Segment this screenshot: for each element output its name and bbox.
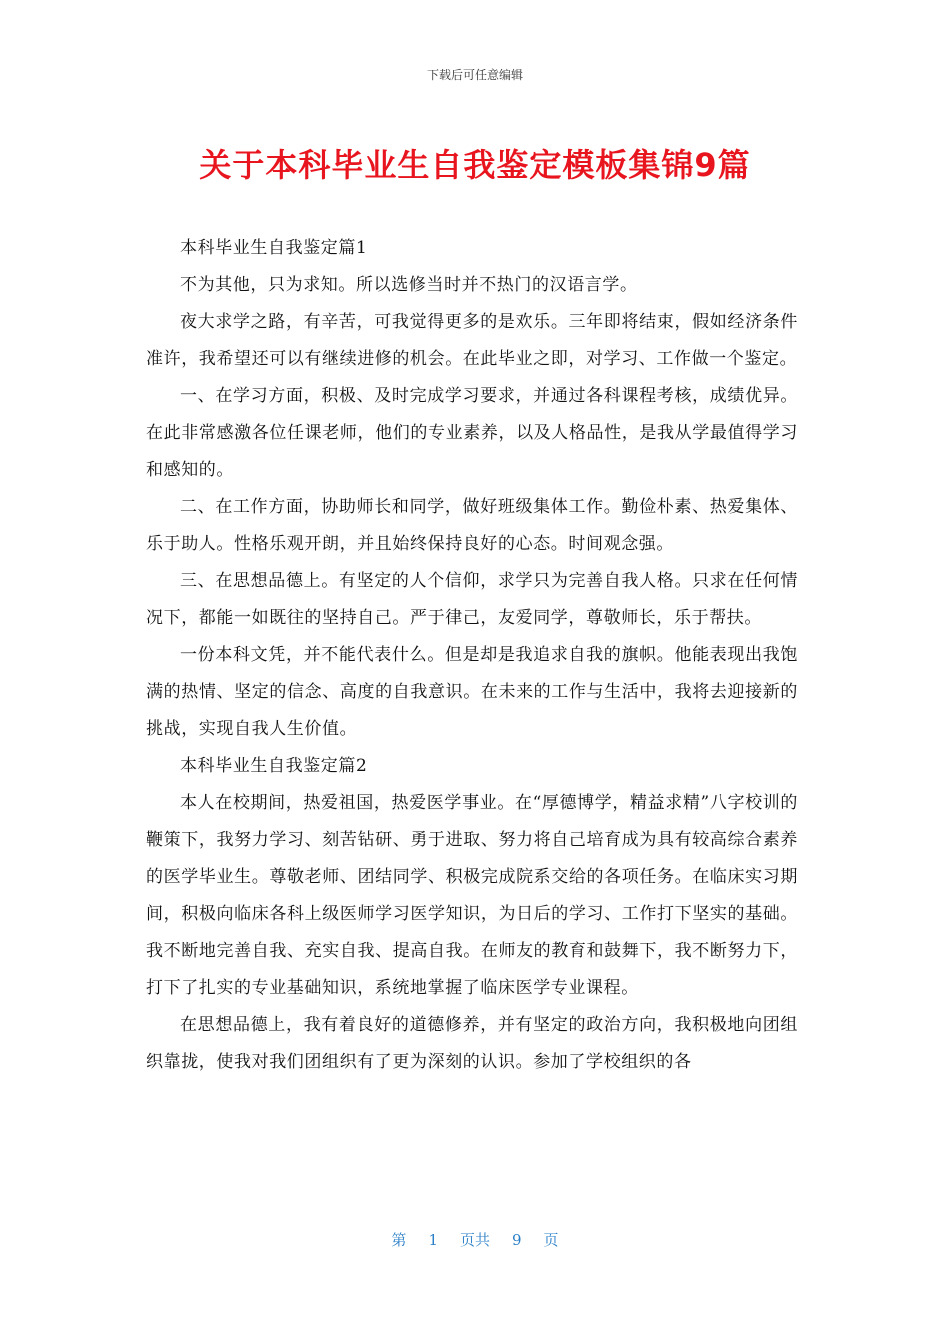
document-body <box>146 230 798 1081</box>
footer-middle: 页共 <box>459 1231 490 1249</box>
paragraph: 在思想品德上，我有着良好的道德修养，并有坚定的政治方向，我积极地向团组织靠拢，使我对我们团组织有了更为深刻的认识。参加了学校组织的各 <box>146 1015 798 1072</box>
paragraph: 三、在思想品德上。有坚定的人个信仰，求学只为完善自我人格。只求在任何情况下，都能一如既往的坚持自己。严于律己，友爱同学，尊敬师长，乐于帮扶。 <box>146 571 798 628</box>
paragraph: 不为其他，只为求知。所以选修当时并不热门的汉语言学。 <box>180 275 638 295</box>
page-footer <box>0 1229 950 1250</box>
document-title: 关于本科毕业生自我鉴定模板集锦9篇 <box>199 146 751 184</box>
header-note: 下载后可任意编辑 <box>426 68 523 82</box>
section-heading-2: 本科毕业生自我鉴定篇2 <box>180 756 368 776</box>
footer-total-pages: 9 <box>512 1231 522 1249</box>
footer-current-page: 1 <box>428 1231 438 1249</box>
paragraph: 本人在校期间，热爱祖国，热爱医学事业。在“厚德博学，精益求精”八字校训的鞭策下，我努力学习、刻苦钻研、勇于进取、努力将自己培育成为具有较高综合素养的医学毕业生。尊敬老师、团结同学、积极完成院系交给的各项任务。在临床实习期间，积极向临床各科上级医师学习医学知识，为日后的学习、工作打下坚实的基础。我不断地完善自我、充实自我、提高自我。在师友的教育和鼓舞下，我不断努力下，打下了扎实的专业基础知识，系统地掌握了临床医学专业课程。 <box>146 793 798 998</box>
section-heading-1: 本科毕业生自我鉴定篇1 <box>180 238 368 258</box>
paragraph: 二、在工作方面，协助师长和同学，做好班级集体工作。勤俭朴素、热爱集体、乐于助人。性格乐观开朗，并且始终保持良好的心态。时间观念强。 <box>146 497 798 554</box>
footer-suffix: 页 <box>543 1231 559 1249</box>
paragraph: 夜大求学之路，有辛苦，可我觉得更多的是欢乐。三年即将结束，假如经济条件准许，我希望还可以有继续进修的机会。在此毕业之即，对学习、工作做一个鉴定。 <box>146 312 798 369</box>
paragraph: 一份本科文凭，并不能代表什么。但是却是我追求自我的旗帜。他能表现出我饱满的热情、坚定的信念、高度的自我意识。在未来的工作与生活中，我将去迎接新的挑战，实现自我人生价值。 <box>146 645 798 739</box>
paragraph: 一、在学习方面，积极、及时完成学习要求，并通过各科课程考核，成绩优异。在此非常感激各位任课老师，他们的专业素养，以及人格品性，是我从学最值得学习和感知的。 <box>146 386 798 480</box>
footer-prefix: 第 <box>391 1231 407 1249</box>
